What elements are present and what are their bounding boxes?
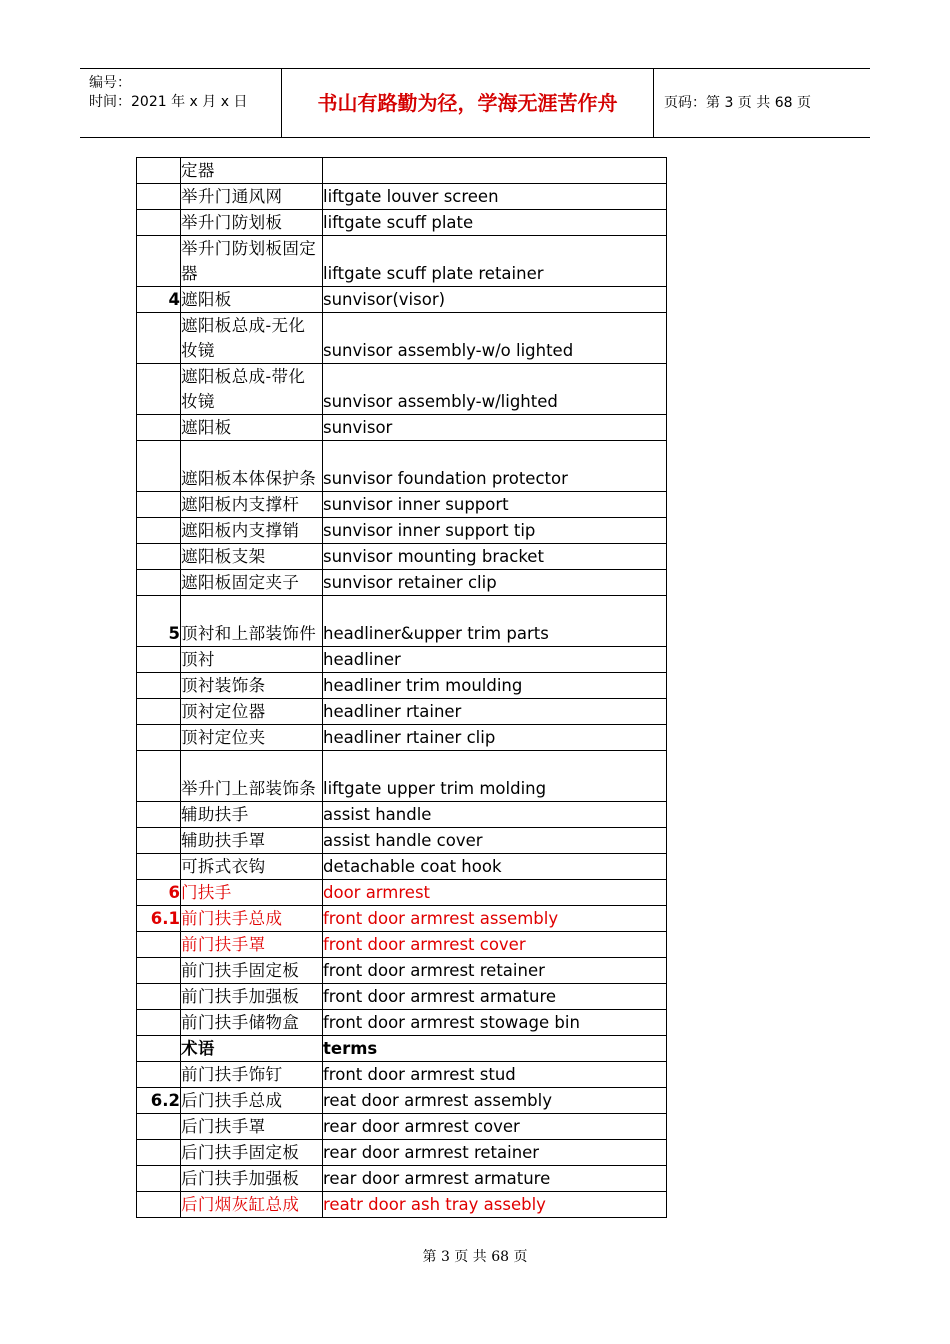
section-number-cell — [137, 932, 181, 958]
table-row — [137, 441, 667, 492]
english-term-cell: detachable coat hook — [323, 854, 667, 880]
section-number-cell — [137, 236, 181, 287]
chinese-term-cell: 顶衬 — [181, 647, 323, 673]
section-number-cell: 6.2 — [137, 1088, 181, 1114]
english-term-cell: rear door armrest armature — [323, 1166, 667, 1192]
section-number-cell — [137, 1114, 181, 1140]
table-row — [137, 492, 667, 518]
table-row — [137, 287, 667, 313]
section-number-cell — [137, 1062, 181, 1088]
english-term-cell: reatr door ash tray assebly — [323, 1192, 667, 1218]
english-term-cell: front door armrest stud — [323, 1062, 667, 1088]
english-term-cell: headliner trim moulding — [323, 673, 667, 699]
section-number-cell — [137, 158, 181, 184]
chinese-term-cell: 前门扶手储物盒 — [181, 1010, 323, 1036]
chinese-term-cell: 举升门上部装饰条 — [181, 751, 323, 802]
section-number-cell — [137, 854, 181, 880]
chinese-term-cell: 前门扶手固定板 — [181, 958, 323, 984]
table-row — [137, 828, 667, 854]
time-label: 时间：2021 年 x 月 x 日 — [89, 94, 248, 110]
english-term-cell: front door armrest assembly — [323, 906, 667, 932]
section-number-cell — [137, 1192, 181, 1218]
chinese-term-cell: 定器 — [181, 158, 323, 184]
english-term-cell: sunvisor — [323, 415, 667, 441]
english-term-cell: sunvisor(visor) — [323, 287, 667, 313]
chinese-term-cell: 举升门通风网 — [181, 184, 323, 210]
section-number-cell: 6.1 — [137, 906, 181, 932]
chinese-term-cell: 举升门防划板 — [181, 210, 323, 236]
english-term-cell: assist handle cover — [323, 828, 667, 854]
chinese-term-cell: 顶衬装饰条 — [181, 673, 323, 699]
terms-table-body — [137, 158, 667, 1218]
chinese-term-cell: 举升门防划板固定器 — [181, 236, 323, 287]
chinese-term-cell: 后门扶手罩 — [181, 1114, 323, 1140]
table-row — [137, 751, 667, 802]
section-number-cell — [137, 751, 181, 802]
table-row — [137, 647, 667, 673]
section-number-cell — [137, 1166, 181, 1192]
english-term-cell: sunvisor assembly-w/o lighted — [323, 313, 667, 364]
header-motto: 书山有路勤为径，学海无涯苦作舟 — [282, 69, 654, 137]
table-row — [137, 699, 667, 725]
chinese-term-cell: 可拆式衣钩 — [181, 854, 323, 880]
header-meta — [80, 69, 282, 137]
chinese-term-cell: 遮阳板内支撑杆 — [181, 492, 323, 518]
table-row — [137, 596, 667, 647]
english-term-cell: sunvisor assembly-w/lighted — [323, 364, 667, 415]
english-term-cell: headliner rtainer clip — [323, 725, 667, 751]
english-term-cell: reat door armrest assembly — [323, 1088, 667, 1114]
table-row — [137, 544, 667, 570]
chinese-term-cell: 顶衬和上部装饰件 — [181, 596, 323, 647]
table-row — [137, 1140, 667, 1166]
section-number-cell — [137, 1036, 181, 1062]
table-row — [137, 1166, 667, 1192]
english-term-cell: headliner rtainer — [323, 699, 667, 725]
table-row — [137, 725, 667, 751]
chinese-term-cell: 后门扶手总成 — [181, 1088, 323, 1114]
section-number-cell — [137, 415, 181, 441]
chinese-term-cell: 前门扶手加强板 — [181, 984, 323, 1010]
section-number-cell — [137, 725, 181, 751]
chinese-term-cell: 遮阳板总成-带化妆镜 — [181, 364, 323, 415]
english-term-cell: door armrest — [323, 880, 667, 906]
table-row — [137, 906, 667, 932]
chinese-term-cell: 遮阳板内支撑销 — [181, 518, 323, 544]
chinese-term-cell: 后门扶手加强板 — [181, 1166, 323, 1192]
section-number-cell — [137, 570, 181, 596]
chinese-term-cell: 前门扶手罩 — [181, 932, 323, 958]
chinese-term-cell: 顶衬定位器 — [181, 699, 323, 725]
chinese-term-cell: 遮阳板本体保护条 — [181, 441, 323, 492]
table-row — [137, 958, 667, 984]
chinese-term-cell: 遮阳板固定夹子 — [181, 570, 323, 596]
chinese-term-cell: 遮阳板 — [181, 287, 323, 313]
chinese-term-cell: 后门扶手固定板 — [181, 1140, 323, 1166]
english-term-cell: liftgate scuff plate retainer — [323, 236, 667, 287]
section-number-cell — [137, 984, 181, 1010]
section-number-cell — [137, 828, 181, 854]
table-row — [137, 1036, 667, 1062]
section-number-cell — [137, 1010, 181, 1036]
section-number-cell: 5 — [137, 596, 181, 647]
section-number-cell — [137, 699, 181, 725]
english-term-cell: headliner&upper trim parts — [323, 596, 667, 647]
english-term-cell: liftgate louver screen — [323, 184, 667, 210]
section-number-cell — [137, 1140, 181, 1166]
english-term-cell: front door armrest retainer — [323, 958, 667, 984]
table-row — [137, 364, 667, 415]
table-row — [137, 673, 667, 699]
table-row — [137, 1062, 667, 1088]
section-number-cell — [137, 673, 181, 699]
english-term-cell: sunvisor retainer clip — [323, 570, 667, 596]
chinese-term-cell: 顶衬定位夹 — [181, 725, 323, 751]
section-number-cell — [137, 518, 181, 544]
table-row — [137, 570, 667, 596]
chinese-term-cell: 术语 — [181, 1036, 323, 1062]
section-number-cell — [137, 364, 181, 415]
english-term-cell: front door armrest cover — [323, 932, 667, 958]
table-row — [137, 518, 667, 544]
section-number-cell — [137, 802, 181, 828]
table-row — [137, 1114, 667, 1140]
table-row — [137, 802, 667, 828]
english-term-cell: front door armrest armature — [323, 984, 667, 1010]
table-row — [137, 854, 667, 880]
chinese-term-cell: 遮阳板支架 — [181, 544, 323, 570]
english-term-cell: assist handle — [323, 802, 667, 828]
section-number-cell — [137, 492, 181, 518]
english-term-cell: sunvisor mounting bracket — [323, 544, 667, 570]
chinese-term-cell: 辅助扶手罩 — [181, 828, 323, 854]
section-number-cell — [137, 441, 181, 492]
chinese-term-cell: 辅助扶手 — [181, 802, 323, 828]
table-row — [137, 158, 667, 184]
section-number-cell — [137, 958, 181, 984]
terms-table — [136, 157, 667, 1218]
page-footer: 第 3 页 共 68 页 — [422, 1249, 528, 1265]
section-number-cell: 6 — [137, 880, 181, 906]
header-page-info: 页码：第 3 页 共 68 页 — [664, 95, 811, 111]
section-number-cell — [137, 647, 181, 673]
section-number-cell — [137, 184, 181, 210]
code-label: 编号： — [89, 75, 131, 91]
english-term-cell: liftgate upper trim molding — [323, 751, 667, 802]
table-row — [137, 1088, 667, 1114]
english-term-cell: terms — [323, 1036, 667, 1062]
chinese-term-cell: 遮阳板总成-无化妆镜 — [181, 313, 323, 364]
section-number-cell — [137, 210, 181, 236]
table-row — [137, 210, 667, 236]
chinese-term-cell: 后门烟灰缸总成 — [181, 1192, 323, 1218]
table-row — [137, 236, 667, 287]
english-term-cell — [323, 158, 667, 184]
section-number-cell: 4 — [137, 287, 181, 313]
table-row — [137, 184, 667, 210]
english-term-cell: sunvisor inner support — [323, 492, 667, 518]
table-row — [137, 932, 667, 958]
chinese-term-cell: 遮阳板 — [181, 415, 323, 441]
table-row — [137, 415, 667, 441]
table-row — [137, 313, 667, 364]
english-term-cell: front door armrest stowage bin — [323, 1010, 667, 1036]
english-term-cell: liftgate scuff plate — [323, 210, 667, 236]
section-number-cell — [137, 544, 181, 570]
english-term-cell: sunvisor inner support tip — [323, 518, 667, 544]
english-term-cell: rear door armrest retainer — [323, 1140, 667, 1166]
table-row — [137, 984, 667, 1010]
english-term-cell: sunvisor foundation protector — [323, 441, 667, 492]
page-header — [80, 68, 870, 138]
section-number-cell — [137, 313, 181, 364]
chinese-term-cell: 门扶手 — [181, 880, 323, 906]
english-term-cell: rear door armrest cover — [323, 1114, 667, 1140]
table-row — [137, 880, 667, 906]
table-row — [137, 1010, 667, 1036]
chinese-term-cell: 前门扶手总成 — [181, 906, 323, 932]
english-term-cell: headliner — [323, 647, 667, 673]
table-row — [137, 1192, 667, 1218]
chinese-term-cell: 前门扶手饰钉 — [181, 1062, 323, 1088]
